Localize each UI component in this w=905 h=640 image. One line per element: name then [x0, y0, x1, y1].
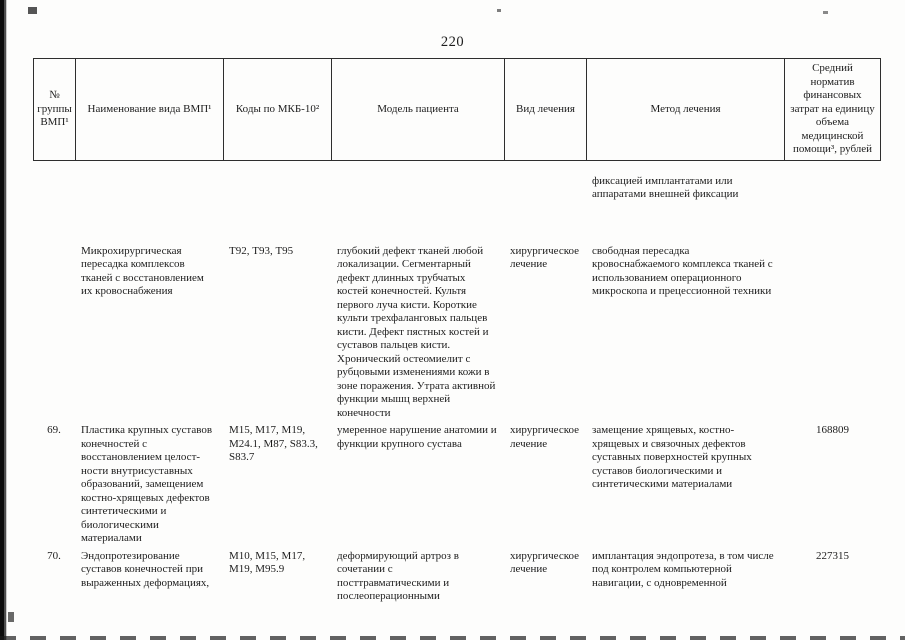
cost-value: 227315 [816, 549, 849, 562]
treatment-method: имплантация эндопротеза, в том числе под контролем компьютерной навигации, с одновременной [592, 549, 774, 589]
header-cell-group-number: № группы ВМП¹ [33, 59, 75, 160]
vmp-name: Эндопротезирование суставов конечностей при выраженных деформациях, [81, 549, 210, 589]
table-row [33, 161, 881, 243]
cost-value: 168809 [816, 424, 849, 436]
table-row [33, 243, 881, 423]
patient-model: умеренное нарушение анатомии и функции крупного сустава [337, 424, 497, 450]
icd-codes: Т92, Т93, Т95 [229, 244, 294, 257]
header-cell-vmp-name: Наименование вида ВМП¹ [75, 59, 223, 160]
table-row [33, 422, 881, 548]
icd-codes: М10, М15, М17, М19, М95.9 [229, 549, 306, 575]
scan-speck [28, 7, 37, 14]
scan-edge-artifact [0, 0, 7, 640]
treatment-type: хирургическое лечение [510, 244, 580, 270]
group-number [33, 243, 75, 423]
treatment-method: фиксацией имплантатами или аппаратами внешней фиксации [592, 174, 739, 200]
table-row [33, 548, 881, 640]
treatment-method: свободная пересадка кровоснабжаемого комплекса тканей с использованием операционного микроскопа и прецессионной техники [592, 244, 773, 297]
patient-model: деформирующий артроз в сочетании с посттравматическими и послеоперационными [337, 549, 459, 602]
header-cell-treatment-method: Метод лечения [586, 59, 784, 160]
vmp-name: Микрохирургическая пересадка комплексов тканей с восстановлением их кровоснабжения [81, 244, 204, 297]
table-body [33, 161, 881, 640]
treatment-type [504, 161, 586, 243]
group-number: 69. [47, 424, 61, 436]
cost-value [784, 161, 881, 243]
treatment-type: хирургическое лечение [510, 424, 580, 450]
header-cell-icd-codes: Коды по МКБ-10² [223, 59, 331, 160]
patient-model [331, 161, 504, 243]
group-number [33, 161, 75, 243]
scan-speck [823, 11, 828, 14]
icd-codes: М15, М17, М19, М24.1, М87, S83.3, S83.7 [229, 424, 318, 463]
table-header-row [33, 58, 881, 161]
header-cell-patient-model: Модель пациента [331, 59, 504, 160]
header-cell-cost-norm: Средний норматив финансовых затрат на единицу объема медицинской помощи³, рублей [784, 59, 881, 160]
vmp-name: Пластика крупных суставов конечностей с восстановлением целост-ности внутрисуставных образований, замещением костно-хрящевых дефектов синтетическими и биологическими материалами [81, 424, 213, 544]
patient-model: глубокий дефект тканей любой локализации. Сегментарный дефект длинных трубчатых костей конечностей. Культя первого луча кисти. Короткие культи трехфаланговых пальцев кисти. Дефект пястных костей и суставов пальцев кисти. Хронический остеомиелит с рубцовыми изменениями кожи в зоне поражения. Утрата активной функции мышц верхней конечности [337, 244, 496, 419]
scan-speck [497, 9, 501, 12]
header-cell-treatment-type: Вид лечения [504, 59, 586, 160]
group-number: 70. [47, 549, 61, 562]
scan-speck [8, 612, 14, 622]
vmp-name [75, 161, 223, 243]
treatment-method: замещение хрящевых, костно-хрящевых и связочных дефектов суставных поверхностей крупных суставов биологическими и синтетическими материалами [592, 424, 752, 490]
vmp-table [33, 58, 881, 640]
treatment-type: хирургическое лечение [510, 549, 580, 575]
icd-codes [223, 161, 331, 243]
cost-value [784, 243, 881, 423]
page-number: 220 [440, 34, 465, 50]
